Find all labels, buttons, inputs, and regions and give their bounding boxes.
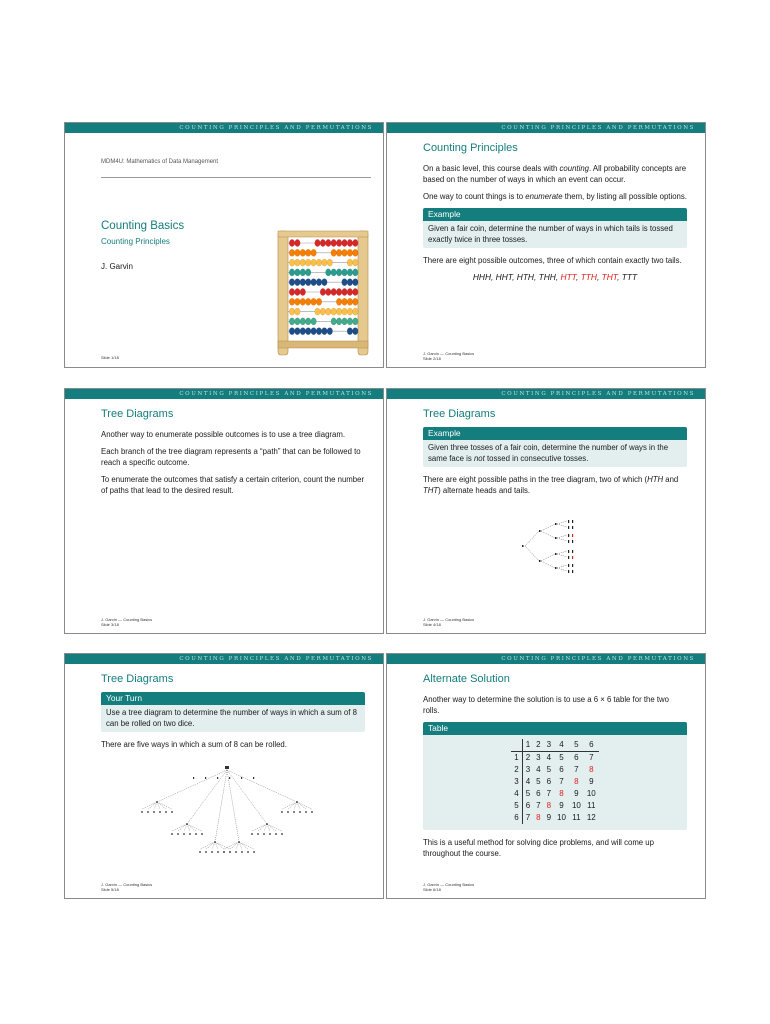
outcome-item: THH (538, 272, 556, 282)
table-cell: 9 (589, 777, 594, 786)
column-header: 3 (544, 739, 554, 752)
slide-footer: J. Garvin — Counting Basics Slide 4/18 (423, 617, 475, 627)
dice-sum-table (511, 739, 599, 824)
table-cell: 3 (525, 765, 531, 774)
table-cell: 5 (559, 753, 564, 762)
column-header: 4 (554, 739, 569, 752)
paragraph: There are eight possible paths in the tree diagram, two of which (HTH and THT) alternate heads and tails. (423, 475, 679, 495)
slide-2 (386, 122, 706, 368)
slide-4 (386, 388, 706, 634)
table-cell: 9 (546, 813, 552, 822)
slide-body (101, 429, 365, 502)
table-cell: 9 (574, 789, 579, 798)
table-cell: 2 (525, 753, 531, 762)
paragraph: This is a useful method for solving dice problems, and will come up throughout the course. (423, 838, 654, 858)
slide-title: Alternate Solution (423, 673, 510, 685)
table-cell: 7 (536, 801, 541, 810)
table-row (511, 752, 599, 765)
slide-title: Tree Diagrams (101, 673, 174, 685)
slide-body (423, 163, 687, 283)
table-cell: 6 (574, 753, 579, 762)
slide-title: Tree Diagrams (423, 408, 496, 420)
outcome-item: THT (601, 272, 618, 282)
table-row (511, 800, 599, 812)
table-cell: 6 (536, 789, 541, 798)
table-block (423, 722, 687, 830)
divider (101, 177, 371, 178)
table-cell: 3 (536, 753, 541, 762)
table-cell: 8 (589, 765, 594, 774)
slide-header-bar: COUNTING PRINCIPLES AND PERMUTATIONS (387, 654, 705, 664)
row-header: 5 (511, 800, 522, 812)
presentation-title: Counting Basics (101, 220, 185, 232)
slide-body (423, 694, 687, 865)
row-header: 4 (511, 788, 522, 800)
paragraph: There are five ways in which a sum of 8 can be rolled. (101, 740, 287, 749)
table-cell: 11 (587, 801, 596, 810)
slide-header-bar: COUNTING PRINCIPLES AND PERMUTATIONS (65, 389, 383, 399)
slide-5 (64, 653, 384, 899)
table-cell: 8 (536, 813, 541, 822)
table-cell: 7 (525, 813, 531, 822)
row-header: 6 (511, 812, 522, 824)
slide-title: Counting Principles (423, 142, 518, 154)
paragraph: Another way to enumerate possible outcomes is to use a tree diagram. (101, 430, 345, 439)
table-cell: 5 (546, 765, 552, 774)
table-cell: 8 (546, 801, 552, 810)
table-cell: 10 (586, 789, 596, 798)
outcome-item: TTT (621, 272, 638, 282)
block-body: Given three tosses of a fair coin, determine the number of ways in the same face is not tossed in consecutive tosses. (423, 440, 687, 467)
table-row (511, 788, 599, 800)
table-cell: 9 (559, 801, 564, 810)
author: J. Garvin (101, 262, 134, 271)
table-cell: 8 (574, 777, 579, 786)
dice-tree-diagram (127, 764, 327, 860)
slide-3 (64, 388, 384, 634)
coin-tree-diagram (517, 517, 577, 575)
table-cell: 10 (571, 801, 581, 810)
table-cell: 4 (536, 765, 541, 774)
table-cell: 8 (559, 789, 564, 798)
column-header: 1 (522, 739, 533, 752)
slide-1 (64, 122, 384, 368)
paragraph: One way to count things is to enumerate them, by listing all possible options. (423, 192, 687, 201)
presentation-subtitle: Counting Principles (101, 237, 170, 246)
abacus-image (268, 229, 378, 357)
outcome-item: HHT (495, 272, 513, 282)
table-cell: 12 (586, 813, 596, 822)
block-body: Use a tree diagram to determine the number of ways in which a sum of 8 can be rolled on two dice. (101, 705, 365, 732)
table-row (511, 776, 599, 788)
slide-body (423, 427, 687, 502)
your-turn-block (101, 692, 365, 732)
table-cell: 10 (557, 813, 566, 822)
table-cell: 7 (574, 765, 579, 774)
slide-body (101, 692, 365, 756)
slide-6 (386, 653, 706, 899)
table-cell: 7 (546, 789, 552, 798)
column-header: 6 (584, 739, 599, 752)
slide-number: Slide 1/18 (101, 355, 119, 360)
row-header: 3 (511, 776, 522, 788)
row-header: 1 (511, 752, 522, 765)
table-cell: 7 (559, 777, 564, 786)
paragraph: There are eight possible outcomes, three of which contain exactly two tails. (423, 256, 682, 265)
slide-footer: J. Garvin — Counting Basics Slide 3/18 (101, 617, 153, 627)
outcome-item: HHH (472, 272, 491, 282)
table-cell: 5 (525, 789, 531, 798)
slide-footer: J. Garvin — Counting Basics Slide 6/18 (423, 882, 475, 892)
outcome-item: HTT (560, 272, 577, 282)
block-title: Table (423, 722, 687, 735)
slide-header-bar: COUNTING PRINCIPLES AND PERMUTATIONS (387, 123, 705, 133)
slide-header-bar: COUNTING PRINCIPLES AND PERMUTATIONS (65, 123, 383, 133)
example-block (423, 427, 687, 467)
table-cell: 5 (536, 777, 541, 786)
slide-header-bar: COUNTING PRINCIPLES AND PERMUTATIONS (65, 654, 383, 664)
table-row (511, 812, 599, 824)
paragraph: Each branch of the tree diagram represents a “path” that can be followed to reach a specific outcome. (101, 447, 361, 467)
table-cell: 7 (589, 753, 594, 762)
block-title: Your Turn (101, 692, 365, 705)
slide-header-bar: COUNTING PRINCIPLES AND PERMUTATIONS (387, 389, 705, 399)
table-cell: 4 (525, 777, 531, 786)
outcome-item: HTH (516, 272, 534, 282)
table-row (511, 764, 599, 776)
slide-footer: J. Garvin — Counting Basics Slide 2/18 (423, 351, 475, 361)
paragraph: To enumerate the outcomes that satisfy a certain criterion, count the number of paths that lead to the desired result. (101, 475, 365, 495)
course-name: MDM4U: Mathematics of Data Management (101, 159, 219, 165)
block-title: Example (423, 208, 687, 221)
row-header: 2 (511, 764, 522, 776)
paragraph: Another way to determine the solution is to use a 6 × 6 table for the two rolls. (423, 695, 669, 715)
column-header: 2 (533, 739, 543, 752)
table-cell: 6 (525, 801, 531, 810)
slide-footer: J. Garvin — Counting Basics Slide 5/18 (101, 882, 153, 892)
example-block (423, 208, 687, 248)
table-cell: 6 (546, 777, 552, 786)
block-body: Given a fair coin, determine the number of ways in which tails is tossed exactly twice in three tosses. (423, 221, 687, 248)
outcome-list: HHH, HHT, HTH, THH, HTT, TTH, THT, TTT (472, 272, 638, 282)
table-cell: 4 (546, 753, 552, 762)
table-cell: 6 (559, 765, 564, 774)
outcome-item: TTH (580, 272, 597, 282)
block-title: Example (423, 427, 687, 440)
paragraph: On a basic level, this course deals with counting. All probability concepts are based on the number of ways in which an event can occur. (423, 164, 687, 184)
table-cell: 11 (572, 813, 581, 822)
slide-title: Tree Diagrams (101, 408, 174, 420)
column-header: 5 (569, 739, 584, 752)
